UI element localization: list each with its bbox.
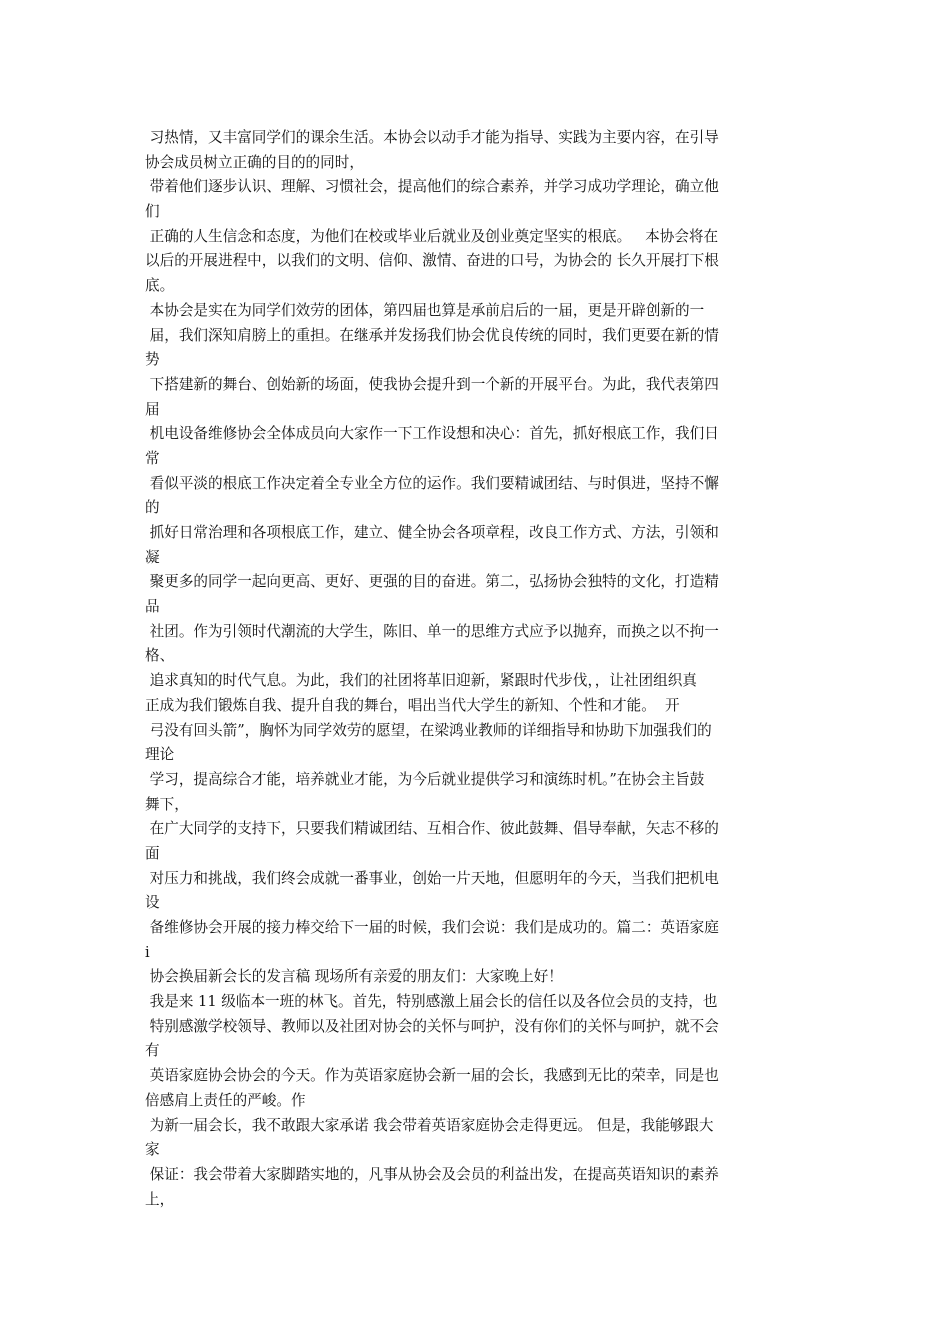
text-line: 特别感激学校领导、教师以及社团对协会的关怀与呵护，没有你们的关怀与呵护，就不会 (145, 1017, 719, 1035)
text-line: 看似平淡的根底工作决定着全专业全方位的运作。我们要精诚团结、与时俱进，坚持不懈 (145, 474, 719, 492)
text-line: 势 (145, 351, 160, 369)
text-line: 带着他们逐步认识、理解、习惯社会，提高他们的综合素养，并学习成功学理论，确立他 (145, 178, 719, 196)
document-body-text (145, 126, 815, 1212)
text-line: 正成为我们锻炼自我、提升自我的舞台，唱出当代大学生的新知、个性和才能。 开 (145, 696, 680, 714)
text-line: 正确的人生信念和态度，为他们在校或毕业后就业及创业奠定坚实的根底。 本协会将在 (145, 227, 719, 245)
text-line: 底。 (145, 277, 175, 295)
text-line: 常 (145, 449, 160, 467)
text-line: 协会换届新会长的发言稿 现场所有亲爱的朋友们：大家晚上好！ (145, 968, 563, 986)
text-line: 上， (145, 1190, 175, 1208)
text-line: 有 (145, 1042, 160, 1060)
text-line: 学习，提高综合才能，培养就业才能，为今后就业提供学习和演练时机。”在协会主旨鼓 (145, 770, 705, 788)
text-line: 凝 (145, 548, 160, 566)
text-line: 品 (145, 598, 160, 616)
text-line: 届 (145, 400, 160, 418)
text-line: 弓没有回头箭”，胸怀为同学效劳的愿望，在梁鸿业教师的详细指导和协助下加强我们的 (145, 721, 712, 739)
text-line: i (145, 943, 150, 961)
text-line: 抓好日常治理和各项根底工作，建立、健全协会各项章程，改良工作方式、方法，引领和 (145, 524, 719, 541)
text-line: 设 (145, 894, 160, 912)
text-line: 英语家庭协会协会的今天。作为英语家庭协会新一届的会长，我感到无比的荣幸，同是也 (145, 1067, 719, 1085)
text-line: 下搭建新的舞台、创始新的场面，使我协会提升到一个新的开展平台。为此，我代表第四 (145, 375, 719, 393)
text-line: 保证：我会带着大家脚踏实地的，凡事从协会及会员的利益出发，在提高英语知识的素养 (145, 1165, 719, 1183)
text-line: 届，我们深知肩膀上的重担。在继承并发扬我们协会优良传统的同时，我们更要在新的情 (145, 326, 719, 344)
text-line: 们 (145, 203, 160, 221)
text-line: 机电设备维修协会全体成员向大家作一下工作设想和决心：首先，抓好根底工作，我们日 (145, 425, 719, 443)
text-line: 为新一届会长，我不敢跟大家承诺 我会带着英语家庭协会走得更远。 但是，我能够跟大 (145, 1116, 714, 1134)
text-line: 协会成员树立正确的目的的同时， (145, 153, 364, 171)
text-line: 对压力和挑战，我们终会成就一番事业，创始一片天地，但愿明年的今天，当我们把机电 (145, 869, 719, 887)
text-line: 以后的开展进程中，以我们的文明、信仰、激情、奋进的口号，为协会的 长久开展打下根 (145, 252, 719, 270)
text-line: 我是来 11 级临本一班的林飞。首先，特别感激上届会长的信任以及各位会员的支持，也 (145, 993, 718, 1011)
text-line: 追求真知的时代气息。为此，我们的社团将革旧迎新，紧跟时代步伐，，让社团组织真 (145, 672, 697, 690)
text-line: 理论 (145, 746, 175, 764)
text-line: 习热情，又丰富同学们的课余生活。本协会以动手才能为指导、实践为主要内容，在引导 (145, 129, 719, 146)
text-line: 舞下， (145, 795, 189, 813)
text-line: 倍感肩上责任的严峻。作 (145, 1091, 306, 1109)
text-line: 备维修协会开展的接力棒交给下一届的时候，我们会说：我们是成功的。篇二：英语家庭 (145, 919, 719, 936)
text-line: 家 (145, 1141, 160, 1159)
text-line: 的 (145, 499, 160, 517)
text-line: 格、 (145, 647, 175, 665)
text-line: 社团。作为引领时代潮流的大学生，陈旧、单一的思维方式应予以抛弃，而换之以不拘一 (145, 622, 719, 640)
text-line: 在广大同学的支持下，只要我们精诚团结、互相合作、彼此鼓舞、倡导奉献，矢志不移的 (145, 820, 719, 838)
text-line: 本协会是实在为同学们效劳的团体，第四届也算是承前启后的一届，更是开辟创新的一 (145, 301, 705, 319)
text-line: 聚更多的同学一起向更高、更好、更强的目的奋进。第二，弘扬协会独特的文化，打造精 (145, 573, 719, 591)
text-line: 面 (145, 844, 160, 862)
